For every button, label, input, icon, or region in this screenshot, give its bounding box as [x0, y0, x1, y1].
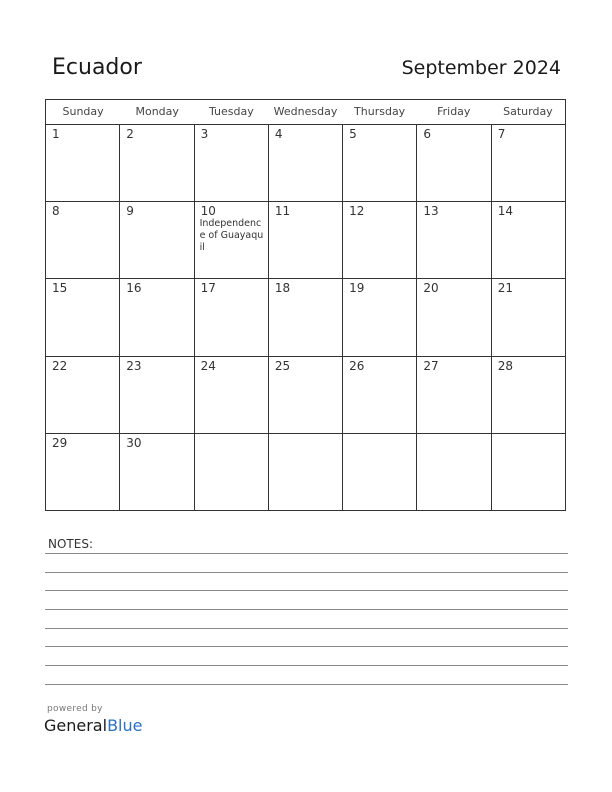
calendar-week-row: [46, 357, 565, 434]
weekday-sunday: Sunday: [62, 105, 104, 118]
day-cell[interactable]: [417, 125, 491, 201]
brand-name-general: General: [44, 716, 108, 735]
note-line[interactable]: [45, 553, 568, 554]
day-number: 19: [349, 281, 365, 296]
calendar-week-row: [46, 434, 565, 511]
day-cell[interactable]: [492, 434, 565, 511]
day-number: 27: [423, 358, 439, 373]
day-cell[interactable]: [46, 125, 120, 201]
day-cell[interactable]: [269, 357, 343, 433]
day-number: 5: [349, 127, 357, 141]
note-line[interactable]: [45, 609, 568, 610]
day-cell[interactable]: [195, 357, 269, 433]
weekday-thursday: Thursday: [354, 105, 406, 118]
day-number: 30: [126, 435, 142, 450]
day-number: 6: [423, 127, 432, 141]
weekday-tuesday: Tuesday: [208, 105, 254, 118]
calendar-week-row: [46, 279, 565, 356]
day-cell[interactable]: [120, 279, 194, 355]
weekday-monday: Monday: [135, 105, 179, 118]
note-line[interactable]: [45, 628, 568, 629]
day-cell[interactable]: [343, 434, 417, 511]
day-number: 20: [423, 281, 439, 296]
day-cell[interactable]: [343, 279, 417, 355]
day-number: 2: [126, 127, 134, 141]
day-number: 14: [497, 204, 513, 219]
day-cell[interactable]: [269, 434, 343, 511]
day-cell[interactable]: [417, 202, 491, 278]
note-line[interactable]: [45, 572, 568, 573]
calendar-week-row: [46, 125, 565, 202]
brand-name-blue: Blue: [107, 716, 143, 735]
country-title: Ecuador: [52, 55, 142, 80]
weekday-header-row: [46, 100, 565, 125]
day-number: 25: [274, 358, 291, 373]
day-number: 18: [274, 281, 291, 296]
weekday-saturday: Saturday: [503, 105, 553, 118]
weeks-container: [46, 125, 565, 511]
note-line[interactable]: [45, 590, 568, 591]
day-number: 10: [200, 204, 216, 219]
day-number: 21: [497, 281, 513, 296]
day-cell[interactable]: [343, 125, 417, 201]
weekday-wednesday: Wednesday: [273, 105, 338, 118]
day-number: 26: [349, 358, 365, 373]
weekday-friday: Friday: [437, 105, 471, 118]
day-cell[interactable]: [46, 357, 120, 433]
day-cell[interactable]: [492, 125, 565, 201]
day-cell[interactable]: [120, 357, 194, 433]
day-number: 22: [52, 358, 68, 373]
day-number: 17: [200, 281, 216, 296]
day-number: 11: [274, 204, 291, 219]
day-cell[interactable]: [492, 202, 565, 278]
day-cell[interactable]: [46, 434, 120, 511]
holiday-label: Independence of Guayaquil: [199, 218, 264, 254]
day-cell[interactable]: [46, 279, 120, 355]
note-line[interactable]: [45, 665, 568, 666]
note-line[interactable]: [45, 684, 568, 685]
day-cell[interactable]: [343, 357, 417, 433]
day-cell[interactable]: [120, 434, 194, 511]
day-cell[interactable]: [492, 357, 565, 433]
day-number: 1: [52, 127, 60, 141]
day-cell[interactable]: [492, 279, 565, 355]
note-line[interactable]: [45, 646, 568, 647]
day-cell[interactable]: [417, 279, 491, 355]
month-title: September 2024: [401, 57, 561, 79]
brand-logo: [44, 716, 142, 735]
day-cell[interactable]: [46, 202, 120, 278]
day-cell[interactable]: [120, 125, 194, 201]
day-cell[interactable]: [195, 202, 269, 278]
day-cell[interactable]: [417, 357, 491, 433]
day-cell[interactable]: [269, 202, 343, 278]
day-cell[interactable]: [195, 434, 269, 511]
day-number: 29: [52, 435, 68, 450]
calendar-grid: [45, 99, 566, 511]
powered-by-text: powered by: [47, 704, 103, 714]
day-number: 15: [52, 281, 68, 296]
day-cell[interactable]: [269, 279, 343, 355]
day-cell[interactable]: [417, 434, 491, 511]
calendar-week-row: [46, 202, 565, 279]
day-cell[interactable]: [343, 202, 417, 278]
notes-label: NOTES:: [48, 537, 93, 551]
day-cell[interactable]: [195, 279, 269, 355]
day-number: 13: [423, 204, 439, 219]
day-number: 12: [349, 204, 365, 219]
day-cell[interactable]: [269, 125, 343, 201]
day-number: 24: [200, 358, 216, 373]
day-number: 23: [126, 358, 142, 373]
day-number: 7: [497, 127, 506, 141]
day-cell[interactable]: [195, 125, 269, 201]
day-number: 8: [52, 204, 60, 219]
day-number: 9: [126, 204, 134, 219]
day-cell[interactable]: [120, 202, 194, 278]
day-number: 4: [274, 127, 283, 141]
day-number: 3: [200, 127, 209, 141]
day-number: 16: [126, 281, 142, 296]
day-number: 28: [497, 358, 513, 373]
